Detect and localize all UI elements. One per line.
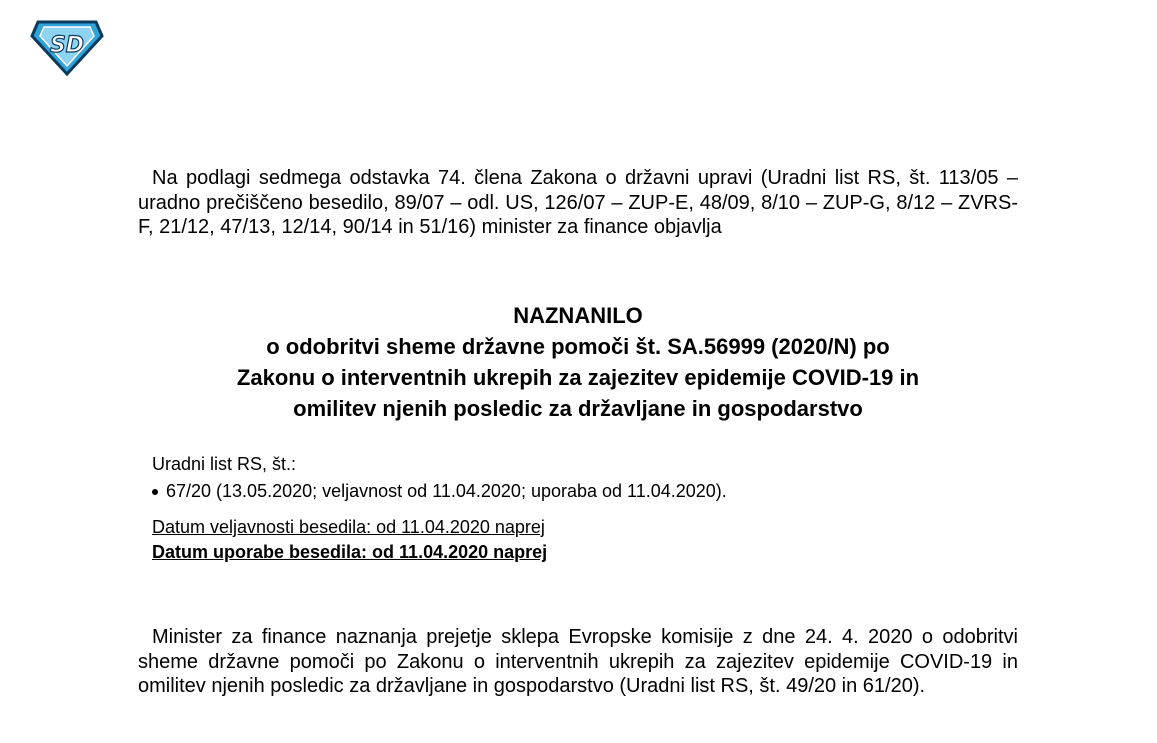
title-line-2: o odobritvi sheme državne pomoči št. SA.56999 (2020/N) po — [266, 334, 890, 359]
logo-letters: SD — [49, 33, 85, 58]
document-title — [138, 300, 1018, 424]
logo-icon — [30, 16, 104, 78]
body-text: Minister za finance naznanja prejetje sklepa Evropske komisije z dne 24. 4. 2020 o odobritvi sheme državne pomoči po Zakonu o interventnih ukrepih za zajezitev epidemije COVID-19 in omilitev njenih posledic za državljane in gospodarstvo (Uradni list RS, št. 49/20 in 61/20). — [138, 626, 1018, 697]
title-line-3: Zakonu o interventnih ukrepih za zajezitev epidemije COVID-19 in — [236, 365, 920, 390]
gazette-list-item[interactable] — [152, 481, 727, 502]
title-line-4: omilitev njenih posledic za državljane in gospodarstvo — [293, 396, 863, 421]
gazette-item-text: 67/20 (13.05.2020; veljavnost od 11.04.2020; uporaba od 11.04.2020). — [166, 481, 727, 501]
intro-paragraph — [138, 166, 1018, 240]
application-date: Datum uporabe besedila: od 11.04.2020 naprej — [152, 542, 548, 562]
body-paragraph — [138, 625, 1018, 699]
bullet-icon — [152, 489, 158, 495]
intro-text: Na podlagi sedmega odstavka 74. člena Zakona o državni upravi (Uradni list RS, št. 113/05 – uradno prečiščeno besedilo, 89/07 – odl. US, 126/07 – ZUP-E, 48/09, 8/10 – ZUP-G, 8/12 – ZVRS-F, 21/12, 47/13, 12/14, 90/14 in 51/16) minister za finance objavlja — [138, 167, 1018, 238]
title-line-1: NAZNANILO — [513, 303, 643, 328]
gazette-label: Uradni list RS, št.: — [152, 454, 297, 474]
validity-date: Datum veljavnosti besedila: od 11.04.2020 naprej — [152, 517, 545, 537]
